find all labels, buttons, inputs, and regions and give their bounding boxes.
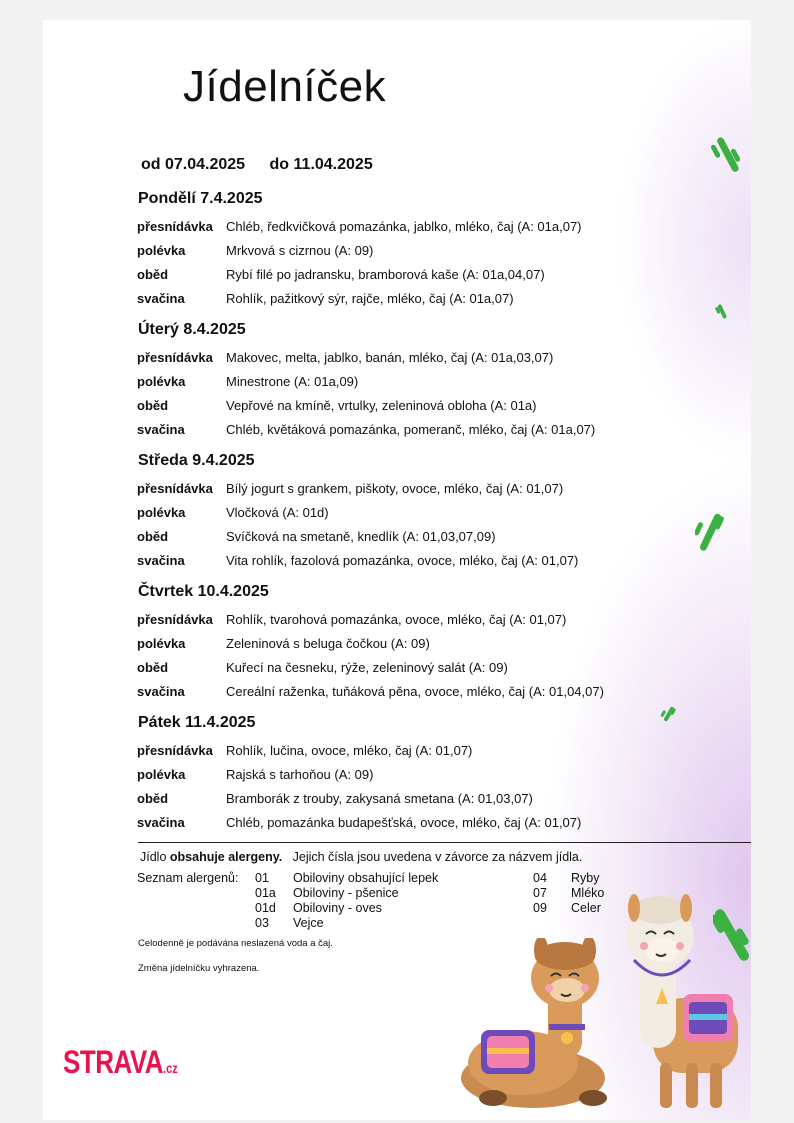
meal-dish: Vločková (A: 01d) [226, 505, 329, 520]
allergen-code: 01d [255, 901, 276, 915]
meal-type: svačina [137, 815, 185, 830]
meal-type: polévka [137, 243, 186, 258]
meal-type: svačina [137, 422, 185, 437]
date-to: do 11.04.2025 [269, 156, 373, 173]
meal-type: svačina [137, 291, 185, 306]
meal-dish: Chléb, květáková pomazánka, pomeranč, mléko, čaj (A: 01a,07) [226, 422, 596, 437]
meal-dish: Chléb, pomazánka budapešťská, ovoce, mléko, čaj (A: 01,07) [226, 815, 582, 830]
allergen-name: Ryby [571, 871, 600, 885]
meal-row [137, 481, 563, 497]
meal-type: přesnídávka [137, 612, 213, 627]
allergen-code: 09 [533, 901, 547, 915]
menu-page [43, 20, 751, 1120]
meal-row [137, 267, 545, 283]
allergen-note-post: Jejich čísla jsou uvedena v závorce za názvem jídla. [282, 850, 583, 864]
meal-type: svačina [137, 553, 185, 568]
meal-row [137, 767, 373, 783]
meal-dish: Vita rohlík, fazolová pomazánka, ovoce, mléko, čaj (A: 01,07) [226, 553, 579, 568]
logo-main: STRAVA [63, 1043, 164, 1081]
allergen-item [255, 871, 438, 886]
allergen-code: 01 [255, 871, 269, 885]
meal-dish: Makovec, melta, jablko, banán, mléko, čaj (A: 01a,03,07) [226, 350, 554, 365]
meal-row [137, 529, 496, 545]
meal-type: přesnídávka [137, 481, 213, 496]
meal-type: polévka [137, 636, 186, 651]
meal-type: oběd [137, 529, 169, 544]
meal-dish: Svíčková na smetaně, knedlík (A: 01,03,07,09) [226, 529, 496, 544]
meal-row [137, 660, 508, 676]
meal-dish: Kuřecí na česneku, rýže, zeleninový salát (A: 09) [226, 660, 508, 675]
meal-row [137, 350, 553, 366]
meal-row [137, 636, 430, 652]
allergen-note-pre: Jídlo [140, 850, 170, 864]
allergen-name: Celer [571, 901, 601, 915]
meal-dish: Cereální raženka, tuňáková pěna, ovoce, mléko, čaj (A: 01,04,07) [226, 684, 604, 699]
meal-dish: Minestrone (A: 01a,09) [226, 374, 359, 389]
allergen-code: 01a [255, 886, 276, 900]
meal-dish: Chléb, ředkvičková pomazánka, jablko, mléko, čaj (A: 01a,07) [226, 219, 582, 234]
allergen-item [255, 901, 382, 916]
cactus-icon [711, 132, 745, 176]
meal-type: polévka [137, 767, 186, 782]
allergen-item [533, 901, 601, 916]
allergen-note-bold: obsahuje alergeny. [169, 850, 283, 864]
page-title: Jídelníček [183, 62, 387, 111]
allergen-item [533, 886, 604, 901]
meal-row [137, 505, 329, 521]
date-range [141, 156, 393, 174]
allergen-name: Obiloviny - pšenice [293, 886, 399, 900]
day-heading: Středa 9.4.2025 [138, 452, 255, 469]
meal-dish: Vepřové na kmíně, vrtulky, zeleninová obloha (A: 01a) [226, 398, 537, 413]
meal-row [137, 684, 604, 700]
allergen-name: Vejce [293, 916, 324, 930]
meal-type: polévka [137, 374, 186, 389]
cactus-icon [661, 704, 677, 724]
meal-row [137, 243, 373, 259]
meal-dish: Zeleninová s beluga čočkou (A: 09) [226, 636, 430, 651]
allergen-item [255, 886, 399, 901]
date-from: od 07.04.2025 [141, 156, 246, 173]
allergen-note [140, 850, 582, 864]
meal-dish: Rohlík, tvarohová pomazánka, ovoce, mléko, čaj (A: 01,07) [226, 612, 567, 627]
change-note: Změna jídelníčku vyhrazena. [138, 963, 260, 974]
meal-dish: Bílý jogurt s grankem, piškoty, ovoce, mléko, čaj (A: 01,07) [226, 481, 564, 496]
allergen-code: 07 [533, 886, 547, 900]
day-heading: Úterý 8.4.2025 [138, 321, 246, 338]
meal-type: polévka [137, 505, 186, 520]
meal-dish: Rohlík, lučina, ovoce, mléko, čaj (A: 01,07) [226, 743, 473, 758]
allergen-list-label: Seznam alergenů: [137, 871, 239, 885]
meal-row [137, 553, 578, 569]
day-heading: Pondělí 7.4.2025 [138, 190, 263, 207]
allergen-name: Obiloviny - oves [293, 901, 382, 915]
meal-row [137, 791, 533, 807]
allergen-item [533, 871, 599, 886]
meal-row [137, 219, 582, 235]
allergen-name: Mléko [571, 886, 605, 900]
meal-row [137, 398, 537, 414]
cactus-icon [695, 508, 727, 554]
allergen-name: Obiloviny obsahující lepek [293, 871, 439, 885]
meal-type: oběd [137, 398, 169, 413]
meal-dish: Mrkvová s cizrnou (A: 09) [226, 243, 374, 258]
meal-row [137, 422, 595, 438]
meal-type: oběd [137, 267, 169, 282]
cactus-icon [715, 302, 729, 320]
meal-row [137, 815, 581, 831]
meal-type: oběd [137, 791, 169, 806]
strava-logo [63, 1043, 178, 1082]
meal-row [137, 291, 514, 307]
meal-row [137, 612, 566, 628]
meal-dish: Bramborák z trouby, zakysaná smetana (A: 01,03,07) [226, 791, 533, 806]
meal-type: přesnídávka [137, 743, 213, 758]
day-heading: Pátek 11.4.2025 [138, 714, 256, 731]
llama-right-icon [598, 888, 748, 1118]
meal-row [137, 743, 472, 759]
meal-type: svačina [137, 684, 185, 699]
meal-dish: Rajská s tarhoňou (A: 09) [226, 767, 374, 782]
meal-dish: Rohlík, pažitkový sýr, rajče, mléko, čaj (A: 01a,07) [226, 291, 514, 306]
water-note: Celodenně je podávána neslazená voda a čaj. [138, 938, 333, 949]
meal-type: oběd [137, 660, 169, 675]
meal-type: přesnídávka [137, 219, 213, 234]
allergen-code: 04 [533, 871, 547, 885]
allergen-item [255, 916, 324, 931]
meal-row [137, 374, 358, 390]
allergen-code: 03 [255, 916, 269, 930]
meal-type: přesnídávka [137, 350, 213, 365]
meal-dish: Rybí filé po jadransku, bramborová kaše (A: 01a,04,07) [226, 267, 545, 282]
logo-suffix: .cz [163, 1061, 178, 1077]
divider [138, 842, 751, 843]
day-heading: Čtvrtek 10.4.2025 [138, 583, 269, 600]
